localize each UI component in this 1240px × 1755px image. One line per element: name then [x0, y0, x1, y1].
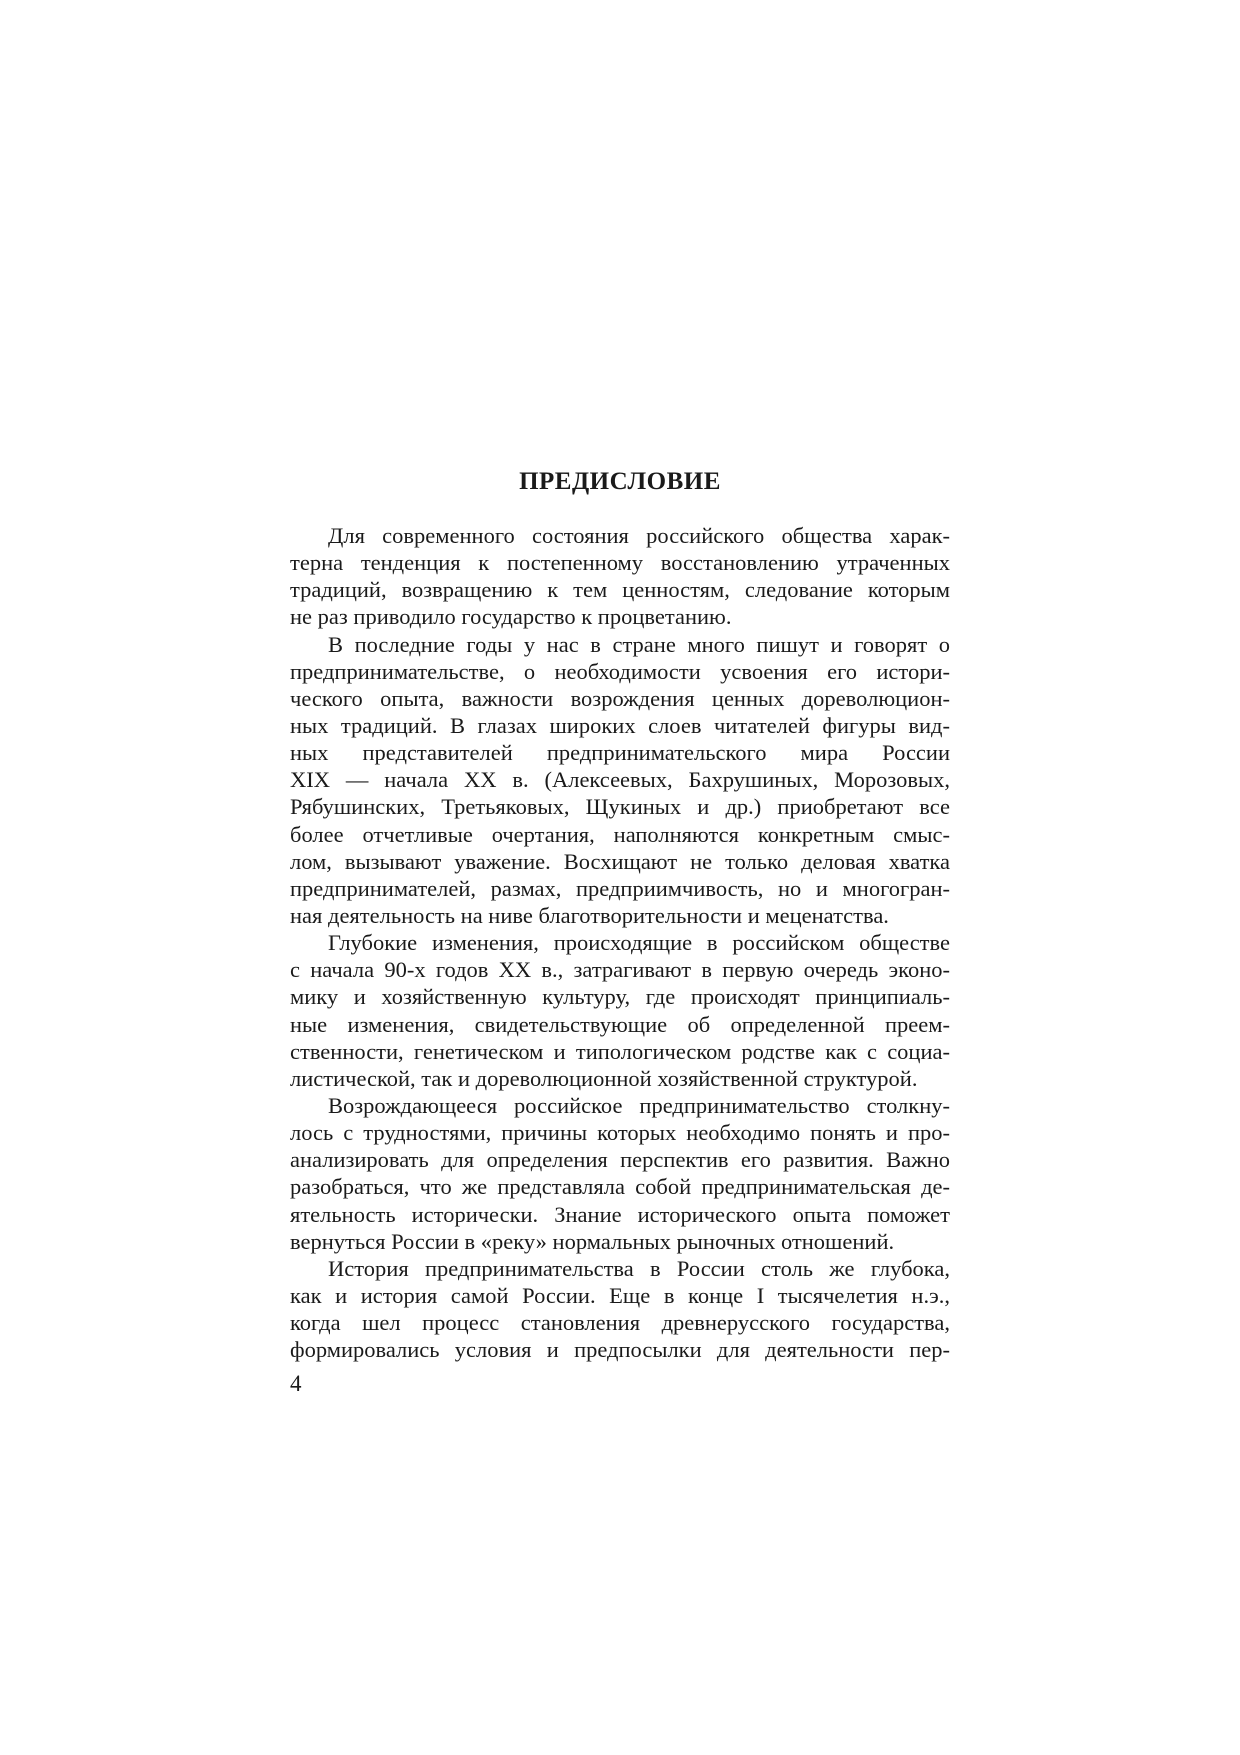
text-line: ных традиций. В глазах широких слоев читателей фигуры вид-	[290, 712, 950, 738]
body-text	[290, 522, 950, 1363]
text-line: ная деятельность на ниве благотворительности и меценатства.	[290, 902, 889, 928]
text-line: более отчетливые очертания, наполняются конкретным смыс-	[290, 821, 950, 847]
text-line: с начала 90-х годов XX в., затрагивают в первую очередь эконо-	[290, 957, 950, 983]
text-line: предпринимателей, размах, предприимчивость, но и многогран-	[290, 875, 950, 901]
text-line: Глубокие изменения, происходящие в российском обществе	[328, 930, 950, 956]
text-line: История предпринимательства в России столь же глубока,	[328, 1255, 950, 1281]
text-line: Рябушинских, Третьяковых, Щукиных и др.) приобретают все	[290, 794, 950, 820]
text-line: лось с трудностями, причины которых необходимо понять и про-	[290, 1120, 950, 1146]
text-line: ных представителей предпринимательского мира России	[290, 740, 950, 766]
text-line: лом, вызывают уважение. Восхищают не только деловая хватка	[290, 848, 950, 874]
text-line: как и история самой России. Еще в конце I тысячелетия н.э.,	[290, 1282, 950, 1308]
text-line: традиций, возвращению к тем ценностям, следование которым	[290, 577, 950, 603]
text-line: вернуться России в «реку» нормальных рыночных отношений.	[290, 1228, 895, 1254]
text-line: ятельность исторически. Знание исторического опыта поможет	[290, 1201, 950, 1227]
text-line: Возрождающееся российское предпринимательство столкну-	[328, 1092, 950, 1118]
text-line: XIX — начала XX в. (Алексеевых, Бахрушиных, Морозовых,	[290, 767, 950, 793]
text-line: когда шел процесс становления древнерусского государства,	[290, 1310, 950, 1336]
text-line: ческого опыта, важности возрождения ценных дореволюцион-	[290, 685, 950, 711]
text-line: не раз приводило государство к процветанию.	[290, 604, 732, 630]
text-line: ственности, генетическом и типологическом родстве как с социа-	[290, 1038, 950, 1064]
text-line: предпринимательстве, о необходимости усвоения его истори-	[290, 658, 950, 684]
text-line: анализировать для определения перспектив его развития. Важно	[290, 1147, 950, 1173]
text-line: Для современного состояния российского общества харак-	[328, 523, 950, 548]
text-line: терна тенденция к постепенному восстановлению утраченных	[290, 550, 950, 576]
text-line: формировались условия и предпосылки для деятельности пер-	[290, 1337, 950, 1363]
text-line: мику и хозяйственную культуру, где происходят принципиаль-	[290, 984, 950, 1010]
text-line: ные изменения, свидетельствующие об определенной преем-	[290, 1011, 950, 1037]
page-number: 4	[290, 1371, 302, 1396]
text-line: В последние годы у нас в стране много пишут и говорят о	[328, 631, 950, 657]
text-line: разобраться, что же представляла собой предпринимательская де-	[290, 1174, 950, 1200]
text-line: листической, так и дореволюционной хозяйственной структурой.	[290, 1065, 918, 1091]
page-title: ПРЕДИСЛОВИЕ	[519, 468, 721, 495]
